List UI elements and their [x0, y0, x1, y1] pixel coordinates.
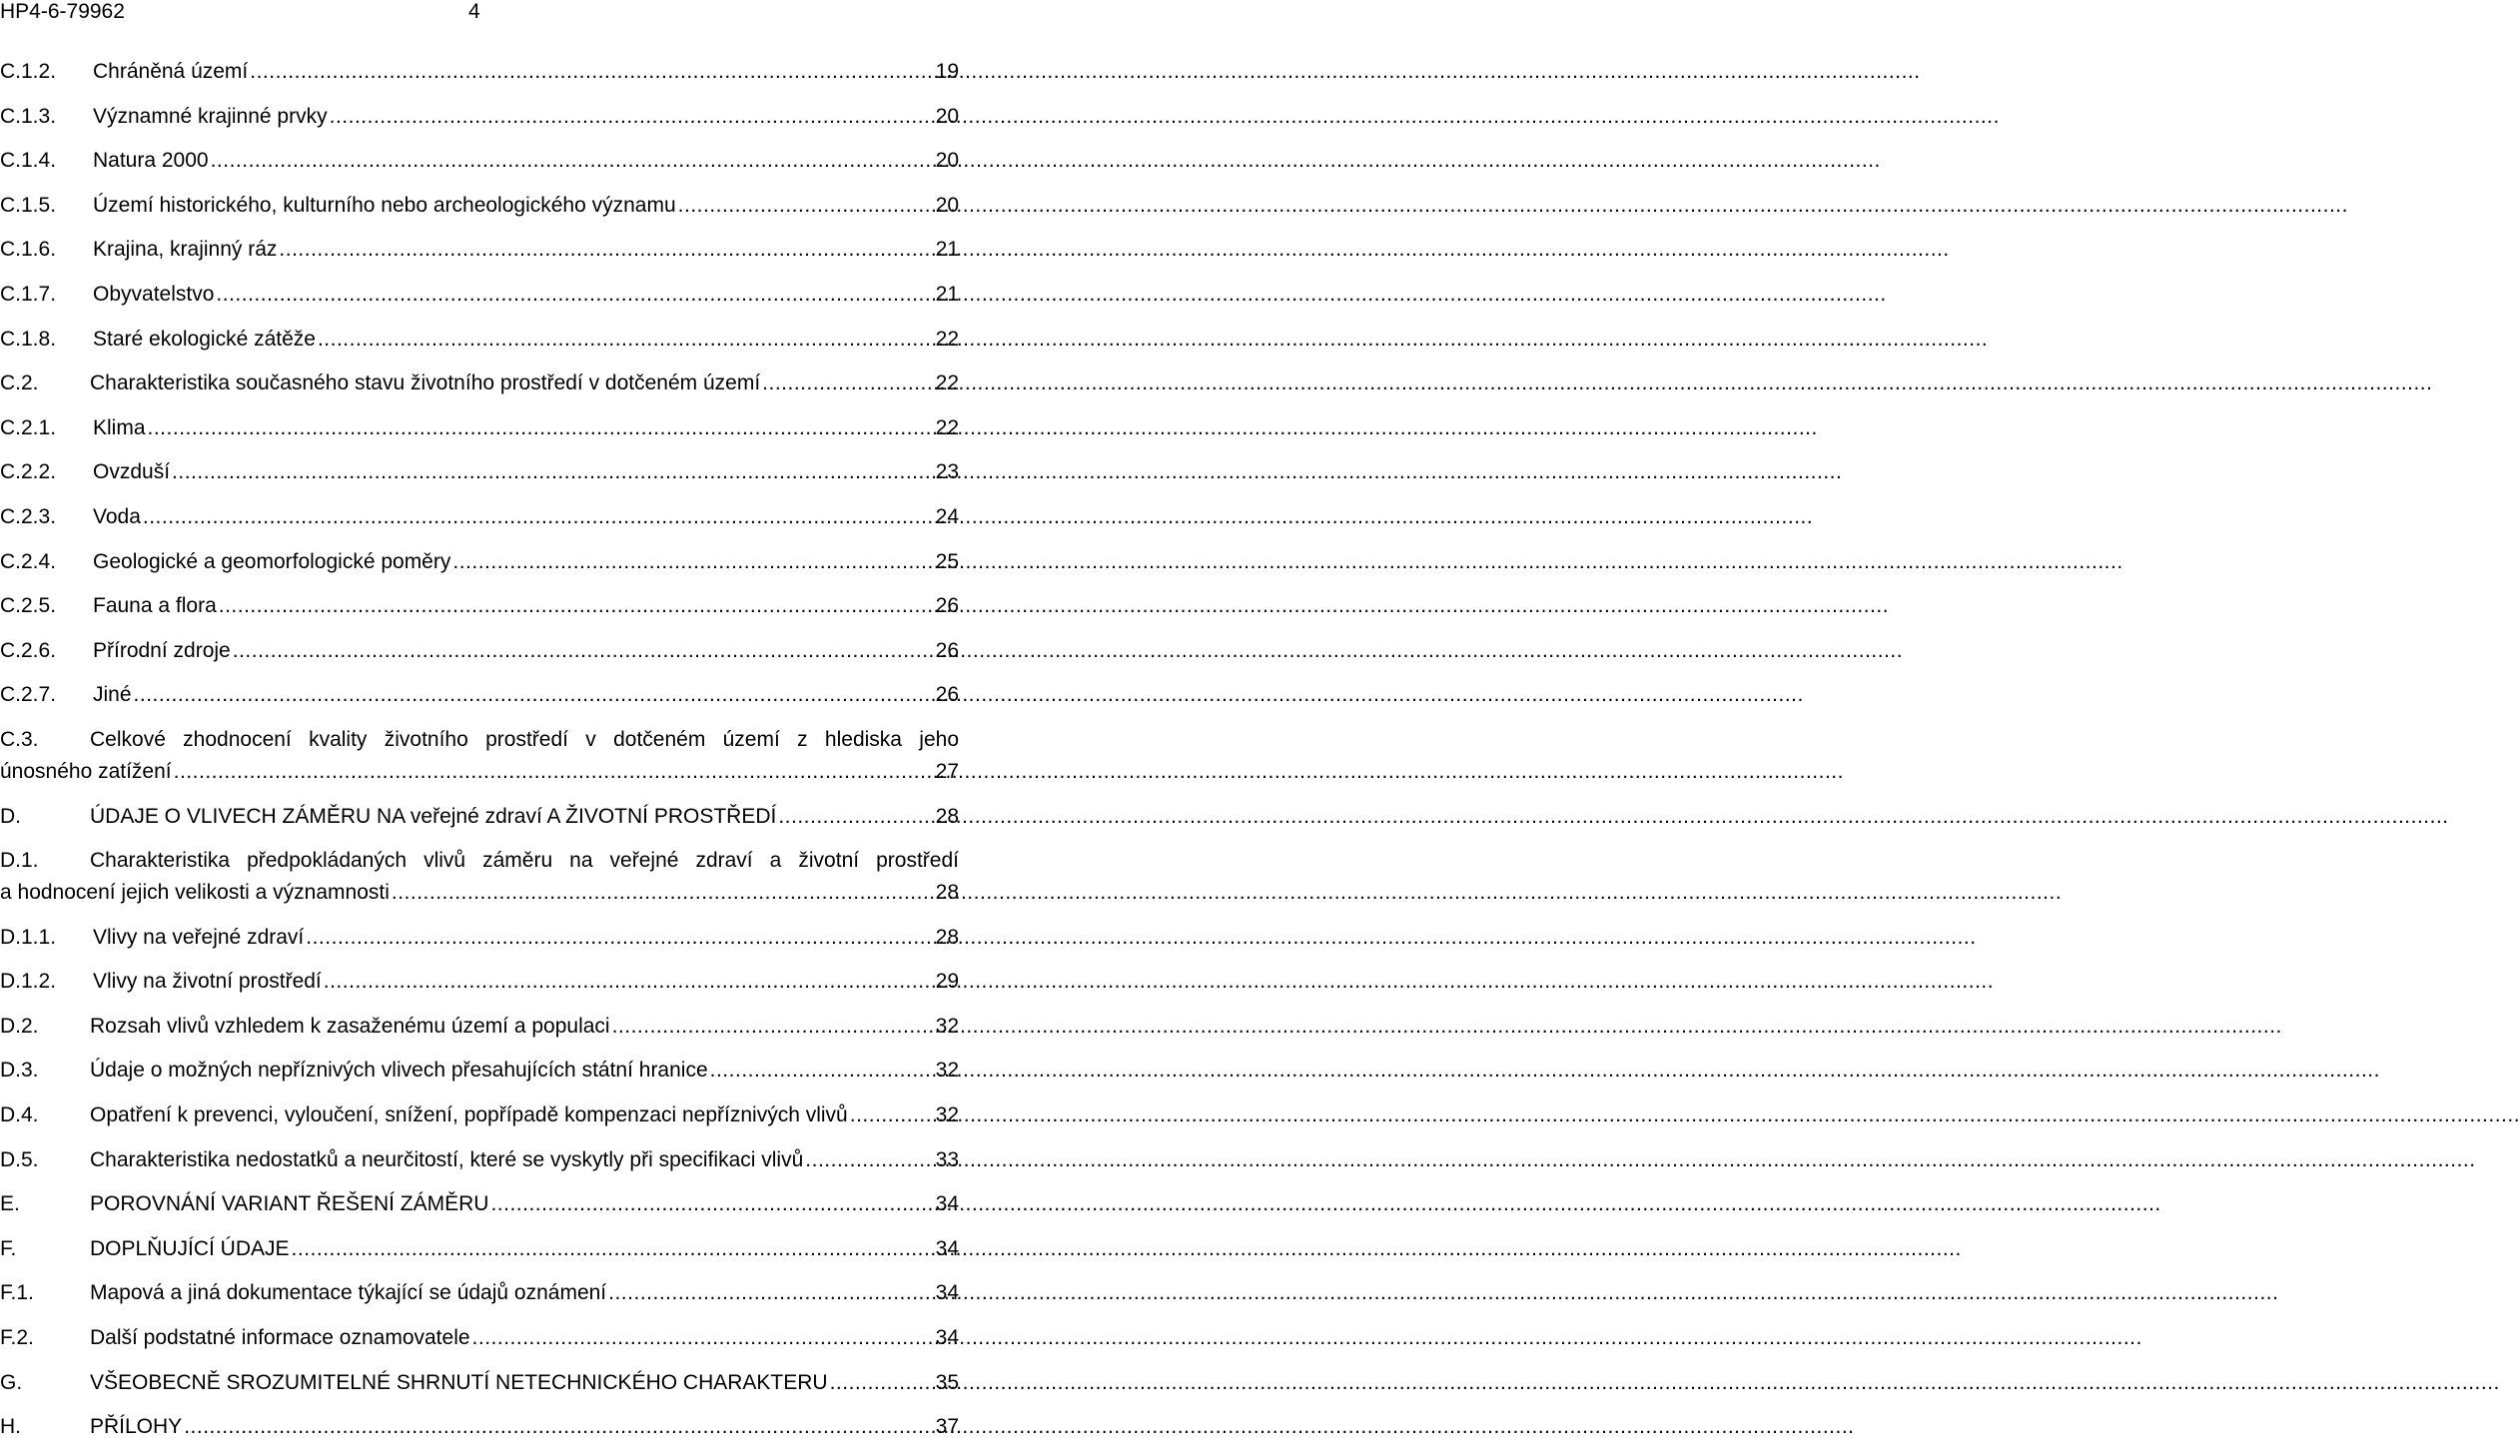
toc-entry-title-line1: Charakteristika předpokládaných vlivů záměru na veřejné zdraví a životní prostředí: [90, 849, 959, 873]
toc-entry-number: F.: [0, 1236, 17, 1260]
toc-entry[interactable]: [0, 234, 959, 266]
toc-entry-number: C.1.4.: [0, 149, 57, 173]
toc-entry-page: 21: [935, 238, 959, 262]
toc-entry-title: Další podstatné informace oznamovatele: [90, 1326, 470, 1350]
toc-entry-title: Krajina, krajinný ráz: [93, 238, 278, 262]
toc-entry-title: Staré ekologické zátěže: [93, 327, 316, 351]
toc-entry-number: C.2.5.: [0, 594, 57, 618]
toc-entry-number: C.2.7.: [0, 683, 57, 707]
dot-leader: [148, 412, 934, 444]
toc-entry-title: POROVNÁNÍ VARIANT ŘEŠENÍ ZÁMĚRU: [90, 1192, 489, 1216]
dot-leader: [710, 1055, 934, 1087]
toc-entry-title-line1: Celkové zhodnocení kvality životního prostředí v dotčeném území z hlediska jeho: [90, 727, 959, 751]
toc-entry-page: 22: [935, 415, 959, 439]
toc-entry-page: 20: [935, 149, 959, 173]
dot-leader: [216, 279, 933, 311]
toc-entry-title: Geologické a geomorfologické poměry: [93, 549, 451, 573]
toc-entry[interactable]: [0, 501, 959, 533]
toc-entry-page: 26: [935, 683, 959, 707]
toc-entry-number: C.1.8.: [0, 327, 57, 351]
dot-leader: [134, 679, 934, 711]
dot-leader: [805, 1144, 933, 1176]
toc-entry-page: 35: [935, 1370, 959, 1394]
toc-entry[interactable]: [0, 1367, 959, 1399]
dot-leader: [250, 56, 933, 88]
toc-entry-title: PŘÍLOHY: [90, 1415, 183, 1439]
page-number: 4: [468, 0, 480, 23]
dot-leader: [608, 1277, 934, 1309]
toc-entry[interactable]: [0, 546, 959, 578]
toc-entry-title-line2: a hodnocení jejich velikosti a významnosti: [0, 881, 390, 905]
toc-entry-title: ÚDAJE O VLIVECH ZÁMĚRU NA veřejné zdraví A ŽIVOTNÍ PROSTŘEDÍ: [90, 804, 777, 828]
dot-leader: [762, 367, 933, 399]
toc-entry-number: C.2.4.: [0, 549, 57, 573]
toc-entry-title: Charakteristika současného stavu životního prostředí v dotčeném území: [90, 371, 761, 395]
toc-entry-title: Ovzduší: [93, 460, 171, 484]
toc-entry[interactable]: [0, 590, 959, 622]
toc-entry-number: D.5.: [0, 1147, 39, 1171]
dot-leader: [678, 190, 934, 222]
toc-entry-number: C.1.3.: [0, 104, 57, 128]
toc-entry-page: 34: [935, 1192, 959, 1216]
dot-leader: [778, 801, 933, 833]
toc-entry[interactable]: [0, 1322, 959, 1354]
toc-entry-number: C.2.2.: [0, 460, 57, 484]
dot-leader: [472, 1322, 934, 1354]
toc-entry-title: Opatření k prevenci, vyloučení, snížení, popřípadě kompenzaci nepříznivých vlivů: [90, 1103, 848, 1127]
toc-entry-number: D.2.: [0, 1014, 39, 1038]
toc-entry[interactable]: [0, 679, 959, 711]
toc-entry-title: Významné krajinné prvky: [93, 104, 328, 128]
dot-leader: [830, 1367, 934, 1399]
toc-entry[interactable]: [0, 279, 959, 311]
toc-entry[interactable]: [0, 922, 959, 954]
toc-entry[interactable]: [0, 1277, 959, 1309]
toc-entry-page: 22: [935, 371, 959, 395]
toc-entry-number: D.1.1.: [0, 925, 57, 949]
dot-leader: [143, 501, 934, 533]
toc-entry[interactable]: [0, 635, 959, 667]
toc-entry-number: E.: [0, 1192, 20, 1216]
toc-entry-number: F.1.: [0, 1281, 34, 1305]
dot-leader: [850, 1099, 934, 1131]
dot-leader: [392, 877, 934, 909]
toc-entry-number: G.: [0, 1370, 23, 1394]
toc-entry-page: 26: [935, 638, 959, 662]
toc-entry-title: Natura 2000: [93, 149, 209, 173]
toc-entry[interactable]: [0, 1188, 959, 1220]
dot-leader: [292, 1233, 934, 1265]
toc-entry-number: F.2.: [0, 1326, 34, 1350]
toc-entry-number: H.: [0, 1415, 21, 1439]
toc-entry[interactable]: [0, 1055, 959, 1087]
toc-entry[interactable]: [0, 966, 959, 998]
toc-entry[interactable]: [0, 101, 959, 133]
toc-entry-page: 20: [935, 104, 959, 128]
toc-entry-number: C.3.: [0, 727, 39, 751]
toc-entry[interactable]: [0, 190, 959, 222]
toc-entry-page: 28: [935, 804, 959, 828]
toc-entry[interactable]: [0, 1099, 959, 1131]
dot-leader: [490, 1188, 933, 1220]
toc-entry-page: 25: [935, 549, 959, 573]
toc-entry-number: D.: [0, 804, 21, 828]
toc-entry-page: 28: [935, 925, 959, 949]
dot-leader: [211, 145, 934, 177]
toc-entry[interactable]: [0, 1144, 959, 1176]
document-id: HP4-6-79962: [0, 0, 125, 23]
toc-entry-page: 28: [935, 881, 959, 905]
toc-entry-page: 26: [935, 594, 959, 618]
dot-leader: [452, 546, 933, 578]
toc-entry-page: 32: [935, 1103, 959, 1127]
dot-leader: [219, 590, 934, 622]
toc-entry-number: C.2.1.: [0, 415, 57, 439]
toc-entry-number: D.3.: [0, 1059, 39, 1083]
page-header: [0, 0, 959, 26]
toc-entry-title: Mapová a jiná dokumentace týkající se údajů oznámení: [90, 1281, 607, 1305]
toc-entry[interactable]: [0, 324, 959, 356]
dot-leader: [324, 966, 934, 998]
toc-entry-page: 24: [935, 504, 959, 528]
toc-entry-title: Vlivy na veřejné zdraví: [93, 925, 305, 949]
toc-entry[interactable]: [0, 845, 959, 909]
toc-entry-page: 37: [935, 1415, 959, 1439]
toc-entry-page: 20: [935, 193, 959, 217]
toc-entry-number: D.1.2.: [0, 970, 57, 994]
toc-entry[interactable]: [0, 1411, 959, 1443]
toc-entry[interactable]: [0, 412, 959, 444]
toc-entry-page: 22: [935, 327, 959, 351]
toc-entry-number: C.2.: [0, 371, 39, 395]
toc-entry-title: Fauna a flora: [93, 594, 217, 618]
toc-entry-title: Klima: [93, 415, 146, 439]
toc-entry[interactable]: [0, 456, 959, 488]
toc-entry-page: 32: [935, 1014, 959, 1038]
dot-leader: [172, 456, 934, 488]
dot-leader: [318, 324, 934, 356]
toc-entry-page: 29: [935, 970, 959, 994]
toc-entry-page: 33: [935, 1147, 959, 1171]
toc-entry-page: 34: [935, 1281, 959, 1305]
toc-entry-title: Území historického, kulturního nebo archeologického významu: [93, 193, 676, 217]
toc-entry-number: D.4.: [0, 1103, 39, 1127]
dot-leader: [612, 1011, 934, 1043]
toc-entry[interactable]: [0, 1011, 959, 1043]
toc-entry-page: 19: [935, 60, 959, 83]
toc-entry[interactable]: [0, 801, 959, 833]
toc-entry-title: Charakteristika nedostatků a neurčitostí, které se vyskytly při specifikaci vlivů: [90, 1147, 804, 1171]
toc-entry-page: 34: [935, 1236, 959, 1260]
toc-entry-page: 32: [935, 1059, 959, 1083]
toc-entry-number: C.1.6.: [0, 238, 57, 262]
dot-leader: [279, 234, 933, 266]
toc-entry[interactable]: [0, 145, 959, 177]
toc-entry-title-line2: únosného zatížení: [0, 759, 172, 783]
toc-entry-number: C.2.3.: [0, 504, 57, 528]
dot-leader: [233, 635, 934, 667]
dot-leader: [174, 756, 934, 788]
toc-entry-number: D.1.: [0, 849, 39, 873]
toc-entry-title: Údaje o možných nepříznivých vlivech přesahujících státní hranice: [90, 1059, 708, 1083]
dot-leader: [184, 1411, 933, 1443]
toc-entry-title: Přírodní zdroje: [93, 638, 231, 662]
table-of-contents: [0, 56, 959, 1456]
toc-entry[interactable]: [0, 367, 959, 399]
toc-entry-page: 34: [935, 1326, 959, 1350]
toc-entry-title: VŠEOBECNĚ SROZUMITELNÉ SHRNUTÍ NETECHNICKÉHO CHARAKTERU: [90, 1370, 828, 1394]
toc-entry[interactable]: [0, 724, 959, 788]
toc-entry-title: Obyvatelstvo: [93, 282, 215, 306]
toc-entry-title: Chráněná území: [93, 60, 249, 83]
toc-entry-title: DOPLŇUJÍCÍ ÚDAJE: [90, 1236, 290, 1260]
toc-entry-page: 21: [935, 282, 959, 306]
toc-entry-number: C.1.5.: [0, 193, 57, 217]
toc-entry-title: Voda: [93, 504, 141, 528]
toc-entry-number: C.2.6.: [0, 638, 57, 662]
toc-entry-title: Rozsah vlivů vzhledem k zasaženému území a populaci: [90, 1014, 610, 1038]
toc-entry-page: 23: [935, 460, 959, 484]
toc-entry-page: 27: [935, 759, 959, 783]
dot-leader: [330, 101, 934, 133]
toc-entry[interactable]: [0, 1233, 959, 1265]
toc-entry-number: C.1.2.: [0, 60, 57, 83]
toc-entry-title: Vlivy na životní prostředí: [93, 970, 322, 994]
dot-leader: [306, 922, 933, 954]
toc-entry-number: C.1.7.: [0, 282, 57, 306]
toc-entry-title: Jiné: [93, 683, 132, 707]
toc-entry[interactable]: [0, 56, 959, 88]
